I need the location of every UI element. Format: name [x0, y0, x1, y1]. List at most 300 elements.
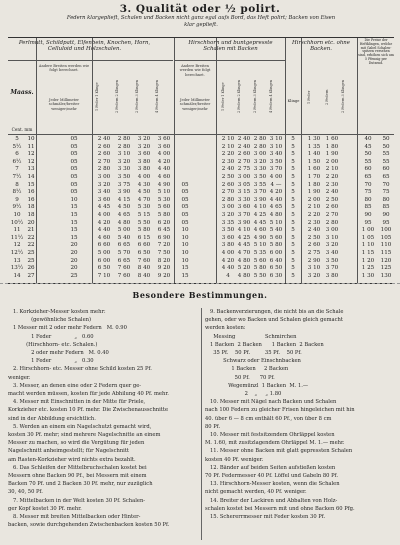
table-cell: 4 40 — [221, 265, 235, 272]
header-rule — [8, 60, 173, 61]
table-cell: 12 — [13, 242, 21, 249]
table-cell: 2 75 — [307, 250, 321, 256]
group-header-hirschhorn-backen: Hirschhorn und buntgepresste Schalen mit Backen — [188, 40, 273, 53]
table-cell: 05 — [181, 204, 189, 211]
term-line: 2 „ „ 1.80 — [205, 391, 282, 398]
table-cell: 05 — [70, 174, 78, 180]
table-cell: 2 80 — [117, 136, 131, 142]
table-cell: 5 35 — [253, 250, 267, 256]
table-cell: 2 80 — [117, 143, 131, 150]
table-cell: 3 60 — [157, 143, 171, 150]
table-cell: 5 — [291, 151, 295, 158]
term-line: kosten 40 Pf. weniger. — [205, 456, 264, 463]
table-cell: 10 — [181, 242, 189, 249]
table-cell: 3 20 — [253, 158, 267, 165]
term-line: sind in der Abbildung ersichtlich. — [8, 415, 96, 422]
table-cell: 2 60 — [325, 204, 339, 211]
table-cell: 8 — [15, 181, 19, 188]
table-cell: 90 — [382, 212, 390, 218]
table-cell: 16 — [27, 196, 35, 203]
term-line: 5. Werden an einem ein Nagelschutzt gemacht wird, — [8, 423, 152, 430]
table-cell: 5 60 — [269, 234, 283, 241]
table-cell: 4 80 — [237, 257, 251, 264]
term-line: 1 Feder „ 0.30 — [8, 358, 94, 365]
table-cell: 4 20 — [157, 158, 171, 165]
col-header: 4 Federn 4 Klingen — [155, 80, 159, 114]
table-cell: 4 80 — [269, 212, 283, 218]
term-line: Messer zu machen, so wird die Vergütung für jeden — [8, 440, 145, 447]
table-cell: 2 50 — [325, 196, 339, 203]
table-row — [8, 258, 394, 266]
term-line: Schwarz oder Einschnbacken — [205, 358, 301, 365]
table-cell: 2 90 — [307, 257, 321, 264]
table-cell: 13½ — [10, 265, 24, 272]
table-cell: 65 — [382, 174, 390, 180]
table-cell: 6 30 — [269, 272, 283, 279]
term-line: 4. Messer mit Einschnitten in der Mitte für Priele, — [8, 399, 146, 406]
table-cell: 2 10 — [221, 143, 235, 150]
table-cell: 3 15 — [237, 189, 251, 196]
table-cell: 5 10 — [253, 242, 267, 249]
table-cell: 4 60 — [157, 174, 171, 180]
table-cell: 5 20 — [237, 265, 251, 272]
table-cell: 15 — [181, 265, 189, 272]
col-header: 1 Feder — [307, 90, 311, 104]
table-cell: 3 00 — [325, 227, 339, 234]
term-line: 10. Messer mit Nägel nach Backen und Schalen — [205, 399, 337, 406]
table-cell: 3 10 — [269, 143, 283, 150]
table-cell: 6 20 — [157, 219, 171, 226]
table-cell: 5 80 — [137, 227, 151, 234]
table-cell: 3 20 — [307, 272, 321, 279]
table-cell: 3 90 — [117, 189, 131, 196]
sub-header: Jeder Millimeter schmäler/breiter weniger/mehr — [179, 98, 211, 111]
table-cell: 2 60 — [307, 242, 321, 249]
term-line: weniger. — [8, 374, 31, 381]
table-cell: 6 65 — [117, 257, 131, 264]
table-cell: 3 00 — [97, 174, 111, 180]
table-cell: 5 40 — [269, 227, 283, 234]
table-cell: 2 20 — [307, 212, 321, 218]
table-cell: 7 10 — [97, 272, 111, 279]
table-cell: 16 — [27, 189, 35, 196]
term-line: 8. Messer mit breiten Mittelbacken oder Hinter- — [8, 514, 141, 521]
term-line: 15. Schererrmesser mit Feder kosten 30 Pf. — [205, 514, 326, 521]
table-cell: 8½ — [12, 189, 22, 196]
sub-header: Andere Breiten werden wie folgt berechnet. — [179, 64, 211, 77]
table-cell: 5 10 — [269, 219, 283, 226]
header-rule — [8, 134, 394, 135]
table-cell: 2 30 — [325, 181, 339, 188]
table-cell: 25 — [27, 257, 35, 264]
table-cell: 2 30 — [221, 158, 235, 165]
term-line: Nagelschnitt anheimgestellt; für Nagelschnitt — [8, 448, 129, 455]
table-cell: 1 60 — [307, 166, 321, 173]
table-cell: 120 — [380, 257, 392, 264]
table-cell: 5 60 — [253, 257, 267, 264]
term-line: gehen, oder wo Backen und Schalen gleich gemacht — [205, 317, 343, 324]
table-cell: 3 35 — [221, 219, 235, 226]
table-cell: 50 — [382, 136, 390, 142]
table-cell: 1 00 — [361, 227, 375, 234]
table-cell: 05 — [70, 143, 78, 150]
table-cell: 80 — [364, 196, 372, 203]
table-cell: 6 00 — [97, 257, 111, 264]
table-cell: 3 60 — [221, 234, 235, 241]
table-cell: 6 65 — [117, 242, 131, 249]
table-cell: 5 — [291, 250, 295, 256]
term-line: nach 100 Federn zu gleicher Frisen hingeleichen mit hin — [205, 407, 355, 414]
table-cell: 10 — [70, 196, 78, 203]
term-line: 50 Pf. 70 Pf. — [205, 374, 275, 381]
special-terms-title: Besondere Bestimmungen. — [132, 290, 268, 300]
table-cell: 1 30 — [361, 272, 375, 279]
table-cell: 3 40 — [97, 189, 111, 196]
table-cell: 4 80 — [237, 272, 251, 279]
table-cell: 4 70 — [137, 196, 151, 203]
table-cell: 8 40 — [137, 272, 151, 279]
term-line: 1. Korkzieher-Messer kosten mehr: — [8, 309, 106, 315]
term-line: 1 Backen 2 Backen — [205, 366, 289, 373]
table-cell: 95 — [364, 219, 372, 226]
table-cell: 25 — [27, 250, 35, 256]
table-cell: 20 — [70, 257, 78, 264]
table-cell: 3 10 — [117, 151, 131, 158]
table-cell: 7 60 — [117, 272, 131, 279]
table-cell: 1 90 — [307, 189, 321, 196]
table-cell: 80 — [382, 196, 390, 203]
table-cell: 05 — [181, 212, 189, 218]
table-cell: 4 40 — [97, 227, 111, 234]
table-cell: 60 — [382, 166, 390, 173]
table-cell: 4 20 — [269, 189, 283, 196]
table-cell: 3 70 — [237, 212, 251, 218]
table-cell: 70 — [364, 181, 372, 188]
table-cell: 11½ — [10, 234, 24, 241]
table-cell: 05 — [70, 181, 78, 188]
table-cell: 10 — [27, 136, 35, 142]
term-line: 35 Pf. 50 Pf. 35 Pf. 50 Pf. — [205, 350, 302, 357]
table-cell: 7 60 — [137, 257, 151, 264]
term-line: 14. Breiter der Lackiren und Abbalten von Holz- — [205, 497, 338, 504]
table-row — [8, 220, 394, 228]
table-cell: 5 80 — [253, 265, 267, 272]
term-line: 30, 40, 50 Pf. — [8, 489, 43, 496]
table-row — [8, 265, 394, 273]
table-cell: 5 — [291, 189, 295, 196]
table-cell: 5 80 — [269, 242, 283, 249]
table-cell: 2 00 — [307, 196, 321, 203]
table-cell: 9 20 — [157, 265, 171, 272]
table-cell: 5 15 — [137, 212, 151, 218]
term-line: 11. Messer ohne Backen mit glatt gepressten Schalen — [205, 448, 353, 455]
table-cell: 4 50 — [117, 204, 131, 211]
table-cell: 2 70 — [221, 189, 235, 196]
table-cell: 6½ — [12, 158, 22, 165]
col-header: 2 Federn 2 Klingen — [115, 80, 119, 114]
table-cell: 5 — [291, 219, 295, 226]
term-line: 2 oder mehr Federn M. 0.40 — [8, 350, 109, 357]
table-cell: 7 50 — [157, 250, 171, 256]
term-line: 6. Das Schleifen der Mittelbruchschalen kostet bei — [8, 464, 147, 471]
table-cell: 7 60 — [117, 265, 131, 272]
table-cell: 5 80 — [157, 212, 171, 218]
table-cell: 2 75 — [237, 166, 251, 173]
table-cell: 9 20 — [157, 272, 171, 279]
table-cell: 26 — [27, 265, 35, 272]
table-cell: 3 80 — [137, 158, 151, 165]
page-title: 3. Qualität oder ½ polirt. — [119, 3, 281, 15]
term-line: 9. Backenverzierungen, die nicht bis an die Schale — [205, 309, 344, 315]
table-cell: 05 — [181, 181, 189, 188]
table-cell: 1 50 — [307, 158, 321, 165]
table-cell: 05 — [70, 158, 78, 165]
table-cell: 3 05 — [237, 181, 251, 188]
terms-left-column — [8, 308, 198, 529]
table-cell: 4 40 — [269, 196, 283, 203]
group-header-gabel-note: Die Preise der Heftklingen, welche mit Gabel Schalen- spitzen versehen sind, erhöhen sich um 5 Pfennig per Dutzend. — [358, 38, 394, 65]
table-cell: 3 70 — [325, 265, 339, 272]
table-cell: 4 — [226, 272, 230, 279]
table-cell: 2 80 — [325, 219, 339, 226]
term-line: 3. Messer, an denen eine oder 2 Federn quer ge- — [8, 382, 142, 389]
term-line: (gewöhnliche Schalen) — [8, 317, 92, 324]
table-cell: 05 — [70, 166, 78, 173]
table-cell: 8 20 — [157, 257, 171, 264]
table-cell: 4 70 — [237, 250, 251, 256]
table-cell: 3 90 — [253, 196, 267, 203]
table-cell: 2 80 — [253, 136, 267, 142]
terms-right-column — [205, 308, 394, 521]
table-cell: 5½ — [12, 143, 22, 150]
special-terms — [8, 308, 394, 540]
masz-label: Maass. — [10, 89, 34, 96]
group-header-hirschhorn-ohne: Hirschhorn etc. ohne Backen. — [292, 40, 350, 53]
term-line: Wegemünzl 1 Backen M. 1.— — [205, 382, 309, 389]
table-row — [8, 136, 394, 144]
term-line: werden kosten: — [205, 325, 246, 332]
table-cell: 105 — [380, 234, 392, 241]
sub-header: Jeder Millimeter schmäler/breiter weniger/mehr — [48, 98, 80, 111]
table-cell: 15 — [181, 272, 189, 279]
table-cell: 3 60 — [237, 204, 251, 211]
table-cell: 5 10 — [157, 189, 171, 196]
table-cell: 4 25 — [253, 212, 267, 218]
table-cell: 2 30 — [307, 219, 321, 226]
table-cell: 60 — [364, 166, 372, 173]
table-cell: 6 40 — [269, 257, 283, 264]
table-cell: 4 90 — [253, 234, 267, 241]
klinge-header: Klinge — [287, 99, 300, 103]
term-line: 10. Messer mit festsitzendem Ohrläppel kosten — [205, 432, 335, 439]
term-line: 40. über 6 — 8 cm enthält 60 Pf., von über 8 cm — [205, 415, 332, 422]
table-row — [8, 227, 394, 235]
table-cell: 2 80 — [221, 196, 235, 203]
table-cell: 3 10 — [325, 234, 339, 241]
col-header: 4 Federn 4 Klingen — [269, 80, 273, 114]
term-line: ger Kopf kostet 30 Pf. mehr. — [8, 505, 82, 512]
table-cell: 1 80 — [325, 143, 339, 150]
term-line: 2. Hirschhorn- etc. Messer ohne Schild kosten 25 Pf. — [8, 366, 152, 373]
table-cell: 2 70 — [325, 212, 339, 218]
table-cell: 4 65 — [117, 212, 131, 218]
table-cell: 6 — [15, 151, 19, 158]
table-cell: 1 10 — [361, 242, 375, 249]
table-cell: 4 — — [270, 181, 282, 188]
table-cell: 2 40 — [325, 189, 339, 196]
table-cell: 6 50 — [137, 250, 151, 256]
table-cell: 4 90 — [157, 181, 171, 188]
table-cell: 3 60 — [157, 136, 171, 142]
term-line: 1 Feder „ 0.60 — [8, 333, 94, 340]
sub-header: Andere Breiten werden wie folgt berechnet. — [38, 64, 90, 73]
table-cell: 4 25 — [237, 234, 251, 241]
table-row — [8, 212, 394, 220]
table-cell: 5 60 — [157, 204, 171, 211]
table-cell: 2 40 — [237, 143, 251, 150]
table-cell: 2 10 — [325, 166, 339, 173]
table-cell: 1 20 — [361, 257, 375, 264]
table-cell: 4 10 — [253, 204, 267, 211]
table-cell: 50 — [364, 151, 372, 158]
table-cell: 5 30 — [137, 204, 151, 211]
table-cell: 18 — [27, 212, 35, 218]
table-cell: 85 — [364, 204, 372, 211]
table-cell: 2 80 — [97, 166, 111, 173]
table-cell: 3 80 — [137, 166, 151, 173]
table-cell: 3 70 — [253, 189, 267, 196]
table-cell: 3 80 — [221, 242, 235, 249]
table-cell: 12½ — [10, 250, 24, 256]
table-cell: 10 — [13, 212, 21, 218]
table-row — [8, 235, 394, 243]
table-cell: 4 65 — [269, 204, 283, 211]
table-cell: 2 40 — [237, 136, 251, 142]
table-cell: 15 — [27, 181, 35, 188]
table-cell: 3 20 — [137, 136, 151, 142]
table-cell: 4 00 — [269, 174, 283, 180]
table-row — [8, 151, 394, 159]
table-cell: 115 — [380, 250, 392, 256]
table-cell: 4 00 — [137, 174, 151, 180]
table-cell: 15 — [70, 204, 78, 211]
table-cell: 3 20 — [325, 242, 339, 249]
term-line: nicht gemacht werden, 40 Pf. weniger. — [205, 489, 307, 496]
table-cell: 27 — [27, 272, 35, 279]
table-cell: 13 — [27, 166, 35, 173]
table-cell: 4 00 — [97, 212, 111, 218]
table-cell: 3 80 — [325, 272, 339, 279]
table-cell: 4 50 — [137, 189, 151, 196]
table-cell: 5 — [291, 265, 295, 272]
table-cell: 5 — [291, 181, 295, 188]
table-row — [8, 166, 394, 174]
term-line: Korkzieher etc. kosten 10 Pf. mehr. Die Zwischenausschnitte — [8, 407, 169, 414]
table-cell: 14 — [13, 272, 21, 279]
table-row — [8, 250, 394, 258]
table-cell: 5 50 — [253, 272, 267, 279]
term-line: Backen 70 Pf. und 2 Backen 30 Pf. mehr, nur zuzüglich — [8, 481, 153, 488]
section-divider — [0, 283, 400, 284]
table-cell: 2 20 — [325, 174, 339, 180]
table-cell: 6 50 — [269, 265, 283, 272]
table-cell: 9 — [15, 196, 19, 203]
table-cell: 11 — [27, 143, 35, 150]
table-cell: 1 40 — [307, 151, 321, 158]
table-cell: 05 — [181, 196, 189, 203]
term-line: (Hirschhorn- etc. Schalen.) — [8, 341, 98, 348]
header-rule — [175, 60, 285, 61]
table-cell: 3 40 — [269, 151, 283, 158]
table-cell: 65 — [364, 174, 372, 180]
table-cell: 3 50 — [325, 257, 339, 264]
table-cell: 6 60 — [137, 242, 151, 249]
table-cell: 05 — [70, 189, 78, 196]
term-line: 80 Pf. — [205, 423, 221, 430]
table-cell: 3 90 — [237, 219, 251, 226]
table-cell: 4 60 — [253, 227, 267, 234]
table-cell: 8 40 — [137, 265, 151, 272]
table-cell: 55 — [382, 151, 390, 158]
table-cell: 3 20 — [221, 212, 235, 218]
table-cell: 21 — [27, 227, 35, 234]
table-cell: 45 — [364, 143, 372, 150]
table-row — [8, 197, 394, 205]
cent-label: Cent. mm — [11, 127, 33, 132]
table-cell: 25 — [70, 272, 78, 279]
table-cell: 6 45 — [157, 227, 171, 234]
table-cell: 2 40 — [221, 166, 235, 173]
table-cell: 6 90 — [157, 234, 171, 241]
table-cell: 7 20 — [157, 242, 171, 249]
table-cell: 12 — [27, 158, 35, 165]
table-cell: 4 40 — [157, 166, 171, 173]
table-cell: 3 40 — [325, 250, 339, 256]
table-cell: 3 60 — [137, 151, 151, 158]
table-cell: 10 — [181, 234, 189, 241]
table-cell: 2 40 — [307, 227, 321, 234]
table-cell: 85 — [382, 204, 390, 211]
table-cell: 55 — [364, 158, 372, 165]
table-cell: 5 — [291, 204, 295, 211]
table-cell: 2 60 — [97, 151, 111, 158]
quality-description — [36, 15, 366, 29]
col-header: 2 Federn 3 Klingen — [253, 80, 257, 114]
table-cell: 5 — [291, 272, 295, 279]
table-cell: 6 15 — [137, 234, 151, 241]
subtitle-line: klar geplieft. — [184, 22, 218, 28]
table-row — [8, 189, 394, 197]
table-cell: 20 — [70, 250, 78, 256]
table-row — [8, 174, 394, 182]
table-cell: 5 — [291, 166, 295, 173]
col-header: 2 Federn 3 Klingen — [341, 80, 345, 114]
table-cell: 1 30 — [307, 136, 321, 142]
table-cell: 22 — [27, 234, 35, 241]
table-cell: 15 — [70, 212, 78, 218]
table-cell: 4 15 — [117, 196, 131, 203]
term-line: schalen kostet bei Messern mit und ohne Backen 60 Pfg. — [205, 505, 355, 512]
table-cell: 5 30 — [157, 196, 171, 203]
column-divider — [201, 308, 202, 540]
table-cell: 90 — [364, 212, 372, 218]
table-cell: 4 10 — [237, 227, 251, 234]
table-cell: 3 50 — [253, 174, 267, 180]
table-cell: 05 — [70, 151, 78, 158]
table-cell: 05 — [70, 136, 78, 142]
table-cell: 1 25 — [361, 265, 375, 272]
table-cell: 4 45 — [97, 204, 111, 211]
